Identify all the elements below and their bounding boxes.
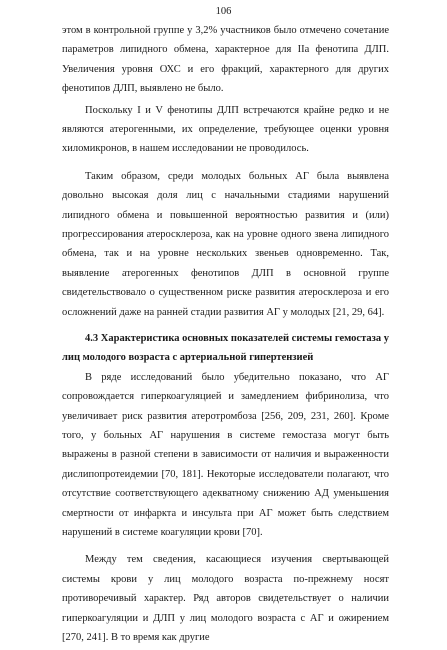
paragraph-coagulation-young-patients: Между тем сведения, касающиеся изучения свертывающей системы крови у лиц молодого возраста по-прежнему носят противоречивый характер. Ряд авторов свидетельствует о наличии гиперкоагуляции и ДЛП у лиц молодого возраста с АГ и ожирением [270, 241]. В то время как другие bbox=[62, 554, 389, 643]
paragraph-conclusion-atherosclerosis: Таким образом, среди молодых больных АГ была выявлена довольно высокая доля лиц с начальными стадиями нарушений липидного обмена и повышенной вероятностью развития и (или) прогрессирования атеросклероза, как на уровне одного звена липидного обмена, так и на уровне нескольких звеньев одновременно. Так, выявление атерогенных фенотипов ДЛП в основной группе свидетельствовало о существенном риске развития атеросклероза и его осложнений даже на ранней стадии развития АГ у молодых [21, 29, 64]. bbox=[62, 170, 389, 318]
paragraph-rare-phenotypes: Поскольку I и V фенотипы ДЛП встречаются крайне редко и не являются атерогенными, их определение, требующее оценки уровня хиломикронов, в нашем исследовании не проводилось. bbox=[62, 104, 389, 155]
paragraph-hemostasis-research: В ряде исследований было убедительно показано, что АГ сопровождается гиперкоагуляцией и замедлением фибринолиза, что увеличивает риск развития атеротромбоза [256, 209, 231, 260]. Кроме того, у больных АГ нарушения в системе гемостаза могут быть выражены в разной степени в зависимости от наличия и выраженности дислипопротеидемии [70, 181]. Некоторые исследователи полагают, что отсутствие соответствующего адекватному снижению АД уменьшения смертности от инфаркта и инсульта при АГ может быть следствием нарушений в системе коагуляции крови [70]. bbox=[62, 371, 389, 538]
page-number: 106 bbox=[215, 6, 232, 17]
paragraph-lipid-phenotype-control: этом в контрольной группе у 3,2% участников было отмечено сочетание параметров липидного обмена, характерное для IIa фенотипа ДЛП. Увеличения уровня ОХС и его фракций, характерного для других фенотипов ДЛП, выявлено не было. bbox=[62, 25, 389, 95]
page-body bbox=[62, 21, 389, 647]
section-heading-4-3: 4.3 Характеристика основных показателей системы гемостаза у лиц молодого возраста с артериальной гипертензией bbox=[62, 333, 389, 363]
